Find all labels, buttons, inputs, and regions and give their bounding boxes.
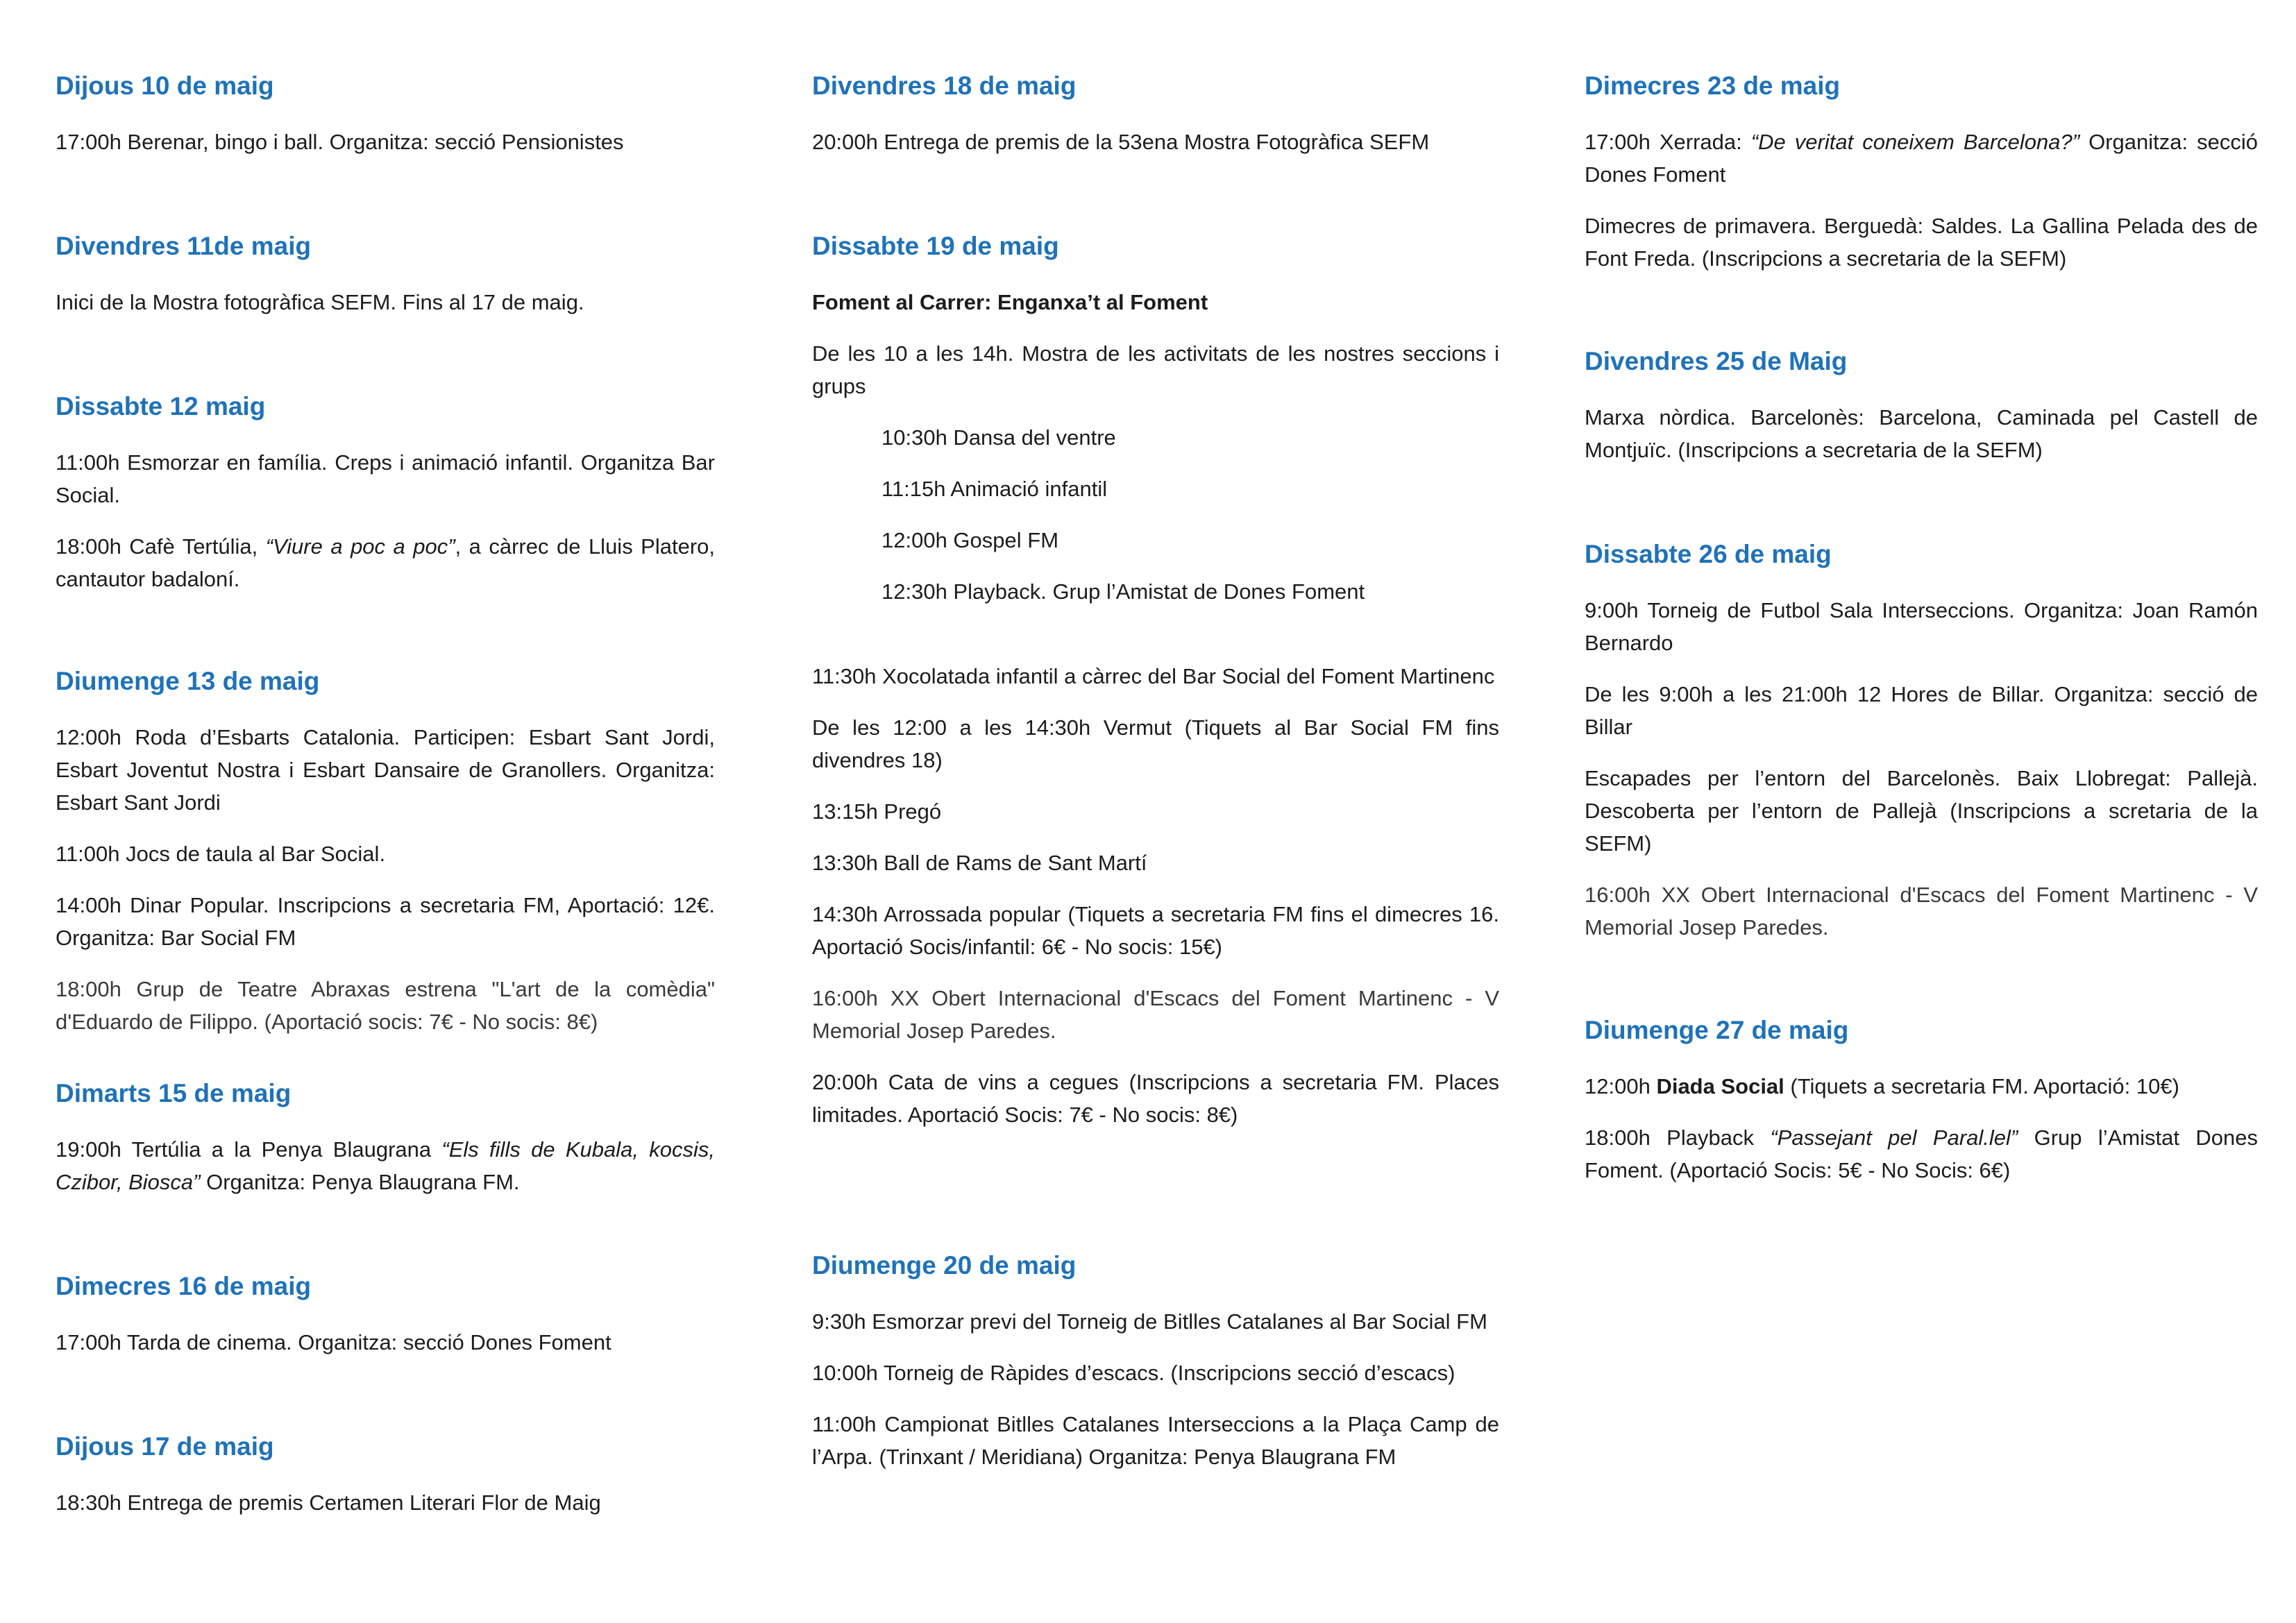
day-heading: Dissabte 19 de maig xyxy=(812,232,1059,260)
event-text: 19:00h Tertúlia a la Penya Blaugrana “Els fills de Kubala, kocsis, Czibor, Biosca” Organitza: Penya Blaugrana FM. xyxy=(56,1137,715,1194)
day-heading: Dissabte 26 de maig xyxy=(1585,540,1832,568)
day-heading: Dijous 17 de maig xyxy=(56,1432,274,1461)
event-text: 17:00h Berenar, bingo i ball. Organitza: secció Pensionistes xyxy=(56,130,624,154)
event-text: De les 9:00h a les 21:00h 12 Hores de Billar. Organitza: secció de Billar xyxy=(1585,682,2258,739)
event-text: Inici de la Mostra fotogràfica SEFM. Fins al 17 de maig. xyxy=(56,290,584,314)
day-heading: Diumenge 13 de maig xyxy=(56,667,320,695)
day-block xyxy=(1585,341,2258,466)
event-text: 20:00h Cata de vins a cegues (Inscripcions a secretaria FM. Places limitades. Aportació Socis: 7€ - No socis: 8€) xyxy=(812,1070,1499,1127)
event-text: 18:00h Cafè Tertúlia, “Viure a poc a poc”, a càrrec de Lluis Platero, cantautor badaloní. xyxy=(56,534,716,591)
event-text: 12:00h Roda d’Esbarts Catalonia. Participen: Esbart Sant Jordi, Esbart Joventut Nostra i Esbart Dansaire de Granollers. Organitza: Esbart Sant Jordi xyxy=(56,725,715,815)
event-text: 11:00h Campionat Bitlles Catalanes Interseccions a la Plaça Camp de l’Arpa. (Trinxant / Meridiana) Organitza: Penya Blaugrana FM xyxy=(812,1412,1499,1469)
event-text: 11:30h Xocolatada infantil a càrrec del Bar Social del Foment Martinenc xyxy=(812,664,1495,688)
day-block xyxy=(56,661,715,1038)
event-text: 13:30h Ball de Rams de Sant Martí xyxy=(812,851,1147,875)
day-block xyxy=(56,1073,715,1198)
event-text: 14:30h Arrossada popular (Tiquets a secretaria FM fins el dimecres 16. Aportació Socis/infantil: 6€ - No socis: 15€) xyxy=(812,902,1499,959)
event-text: 9:00h Torneig de Futbol Sala Interseccions. Organitza: Joan Ramón Bernardo xyxy=(1585,598,2258,655)
schedule-item: 12:30h Playback. Grup l’Amistat de Dones Foment xyxy=(881,579,1365,604)
event-text: 18:00h Grup de Teatre Abraxas estrena "L'art de la comèdia" d'Eduardo de Filippo. (Aportació socis: 7€ - No socis: 8€) xyxy=(56,977,715,1034)
day-block xyxy=(56,1427,715,1519)
day-block xyxy=(56,1266,715,1359)
event-text: De les 10 a les 14h. Mostra de les activitats de les nostres seccions i grups xyxy=(812,341,1499,398)
day-block xyxy=(1585,534,2258,944)
schedule-item: 11:15h Animació infantil xyxy=(881,477,1108,501)
day-block xyxy=(812,1246,1499,1473)
event-text: 11:00h Jocs de taula al Bar Social. xyxy=(56,842,386,866)
day-block xyxy=(56,226,715,318)
day-block xyxy=(56,386,715,595)
event-text: 14:00h Dinar Popular. Inscripcions a secretaria FM, Aportació: 12€. Organitza: Bar Social FM xyxy=(56,893,715,950)
day-heading: Dimecres 16 de maig xyxy=(56,1272,312,1300)
day-heading: Divendres 11de maig xyxy=(56,232,312,260)
event-text: 11:00h Esmorzar en família. Creps i animació infantil. Organitza Bar Social. xyxy=(56,450,715,507)
event-text: 16:00h XX Obert Internacional d'Escacs del Foment Martinenc - V Memorial Josep Paredes. xyxy=(812,986,1499,1043)
day-heading: Divendres 25 de Maig xyxy=(1585,347,1848,375)
day-heading: Diumenge 27 de maig xyxy=(1585,1016,1849,1044)
event-text: 20:00h Entrega de premis de la 53ena Mostra Fotogràfica SEFM xyxy=(812,130,1430,154)
event-text: De les 12:00 a les 14:30h Vermut (Tiquets al Bar Social FM fins divendres 18) xyxy=(812,715,1499,772)
day-heading: Dimarts 15 de maig xyxy=(56,1079,292,1107)
schedule-item: 10:30h Dansa del ventre xyxy=(881,425,1116,450)
day-block xyxy=(812,66,1499,158)
event-text: 9:30h Esmorzar previ del Torneig de Bitlles Catalanes al Bar Social FM xyxy=(812,1309,1487,1334)
event-text: 17:00h Tarda de cinema. Organitza: secció Dones Foment xyxy=(56,1330,611,1354)
day-block xyxy=(1585,66,2258,275)
day-heading: Dissabte 12 maig xyxy=(56,392,266,420)
day-block xyxy=(56,66,715,158)
event-text: 17:00h Xerrada: “De veritat coneixem Barcelona?” Organitza: secció Dones Foment xyxy=(1585,130,2258,187)
event-text: 12:00h Diada Social (Tiquets a secretaria FM. Aportació: 10€) xyxy=(1585,1074,2179,1098)
day-heading: Dijous 10 de maig xyxy=(56,71,274,100)
event-text: Marxa nòrdica. Barcelonès: Barcelona, Caminada pel Castell de Montjuïc. (Inscripcions a secretaria de la SEFM) xyxy=(1585,405,2258,462)
event-text: 13:15h Pregó xyxy=(812,799,942,824)
day-heading: Diumenge 20 de maig xyxy=(812,1251,1077,1280)
event-subtitle: Foment al Carrer: Enganxa’t al Foment xyxy=(812,290,1208,314)
event-text: 18:30h Entrega de premis Certamen Literari Flor de Maig xyxy=(56,1490,601,1515)
event-text: 10:00h Torneig de Ràpides d’escacs. (Inscripcions secció d’escacs) xyxy=(812,1361,1455,1385)
day-heading: Divendres 18 de maig xyxy=(812,71,1077,100)
event-text: Escapades per l’entorn del Barcelonès. Baix Llobregat: Pallejà. Descoberta per l’entorn de Pallejà (Inscripcions a scretaria de la SEFM) xyxy=(1585,766,2258,856)
day-block xyxy=(812,226,1499,1131)
day-block xyxy=(1585,1010,2258,1187)
day-heading: Dimecres 23 de maig xyxy=(1585,71,1841,100)
event-text: 18:00h Playback “Passejant pel Paral.lel” Grup l’Amistat Dones Foment. (Aportació Socis: 5€ - No Socis: 6€) xyxy=(1585,1125,2258,1182)
schedule-item: 12:00h Gospel FM xyxy=(881,528,1059,552)
event-text: Dimecres de primavera. Berguedà: Saldes. La Gallina Pelada des de Font Freda. (Inscripcions a secretaria de la SEFM) xyxy=(1585,214,2258,271)
event-text: 16:00h XX Obert Internacional d'Escacs del Foment Martinenc - V Memorial Josep Paredes. xyxy=(1585,883,2258,940)
